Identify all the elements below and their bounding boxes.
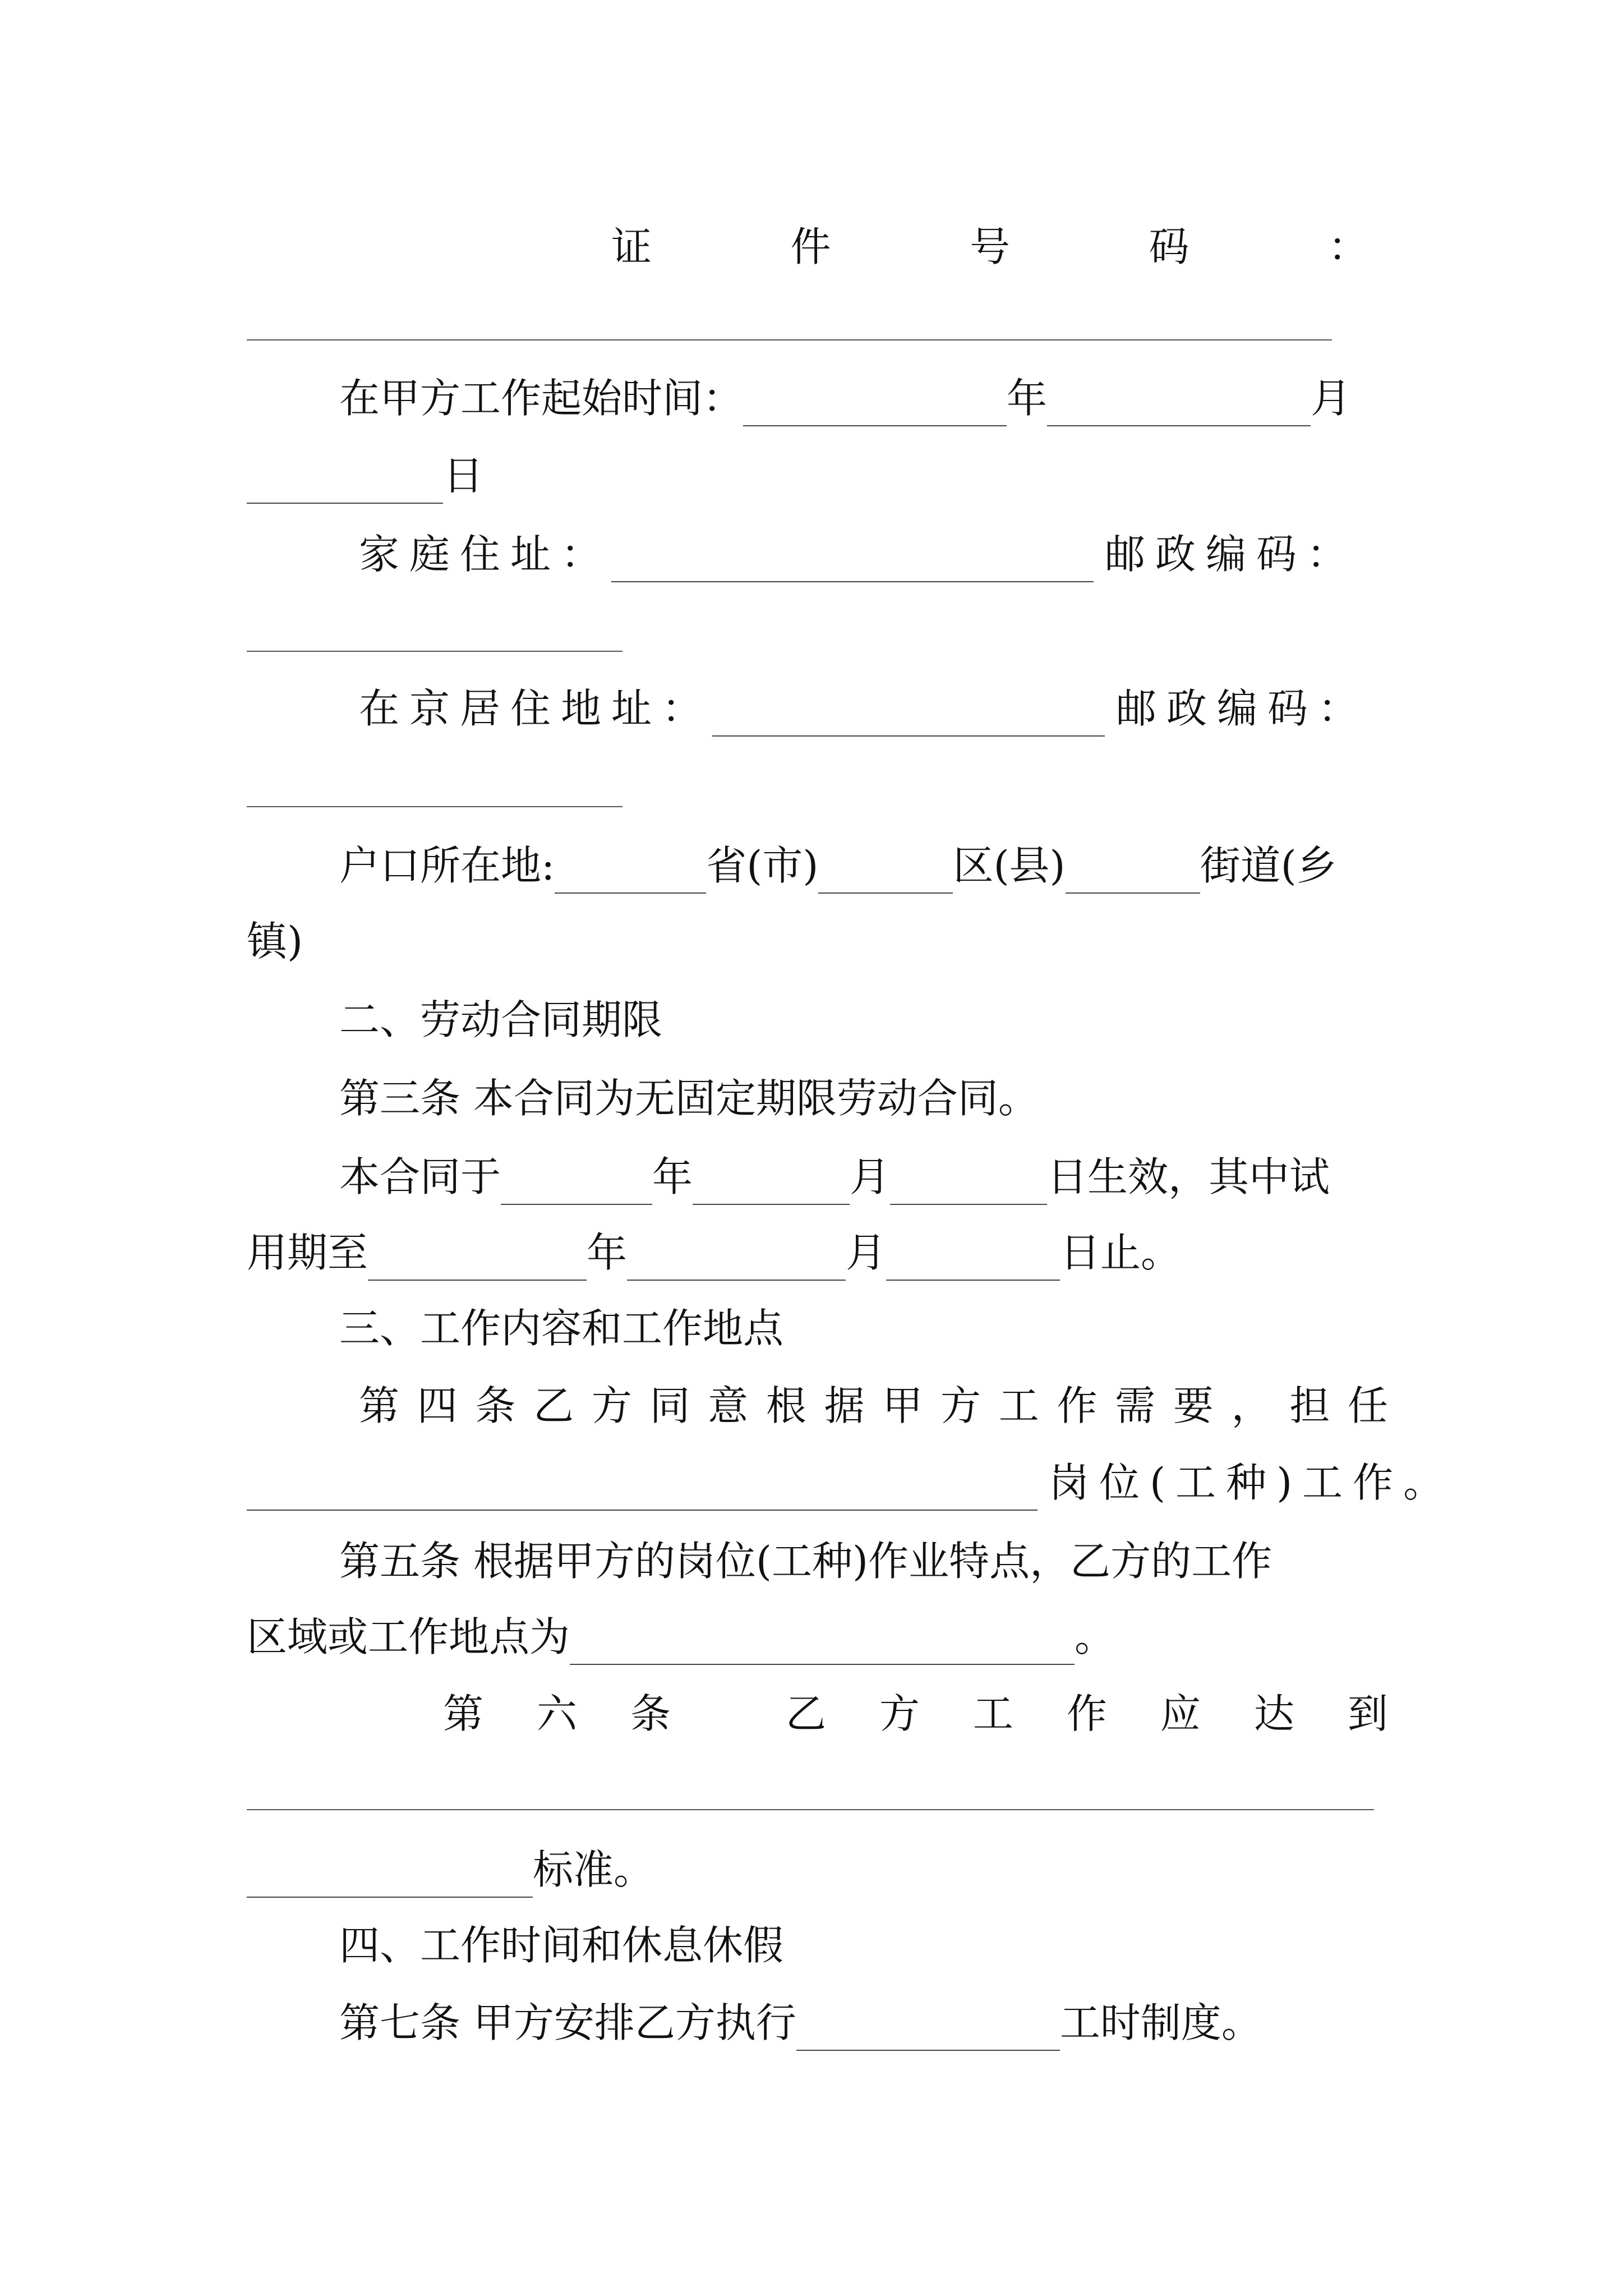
home-postal-blank xyxy=(247,651,623,652)
art4-char: 方 xyxy=(940,1382,981,1429)
position-blank xyxy=(247,1456,1038,1511)
art4-char: 据 xyxy=(824,1382,865,1429)
work-area-blank xyxy=(570,1610,1075,1665)
art6-char: 第 xyxy=(443,1690,484,1737)
id-number-blank xyxy=(247,339,1332,341)
art4-char: 条 xyxy=(475,1382,516,1429)
prob-month-blank xyxy=(627,1226,846,1281)
art4-char: 要 xyxy=(1173,1382,1214,1429)
year-blank xyxy=(743,371,1007,426)
beijing-address-line xyxy=(359,682,1368,735)
work-area-label: 区域或工作地点为 xyxy=(247,1613,570,1660)
art4-char: 甲 xyxy=(882,1382,923,1429)
article-5-line-2 xyxy=(247,1610,1115,1664)
art4-char: 根 xyxy=(766,1382,806,1429)
art4-char: ， xyxy=(1231,1382,1272,1429)
id-char: 件 xyxy=(790,223,831,270)
art4-char: 第 xyxy=(359,1382,400,1429)
art6-char: 达 xyxy=(1253,1690,1294,1737)
article-6-line xyxy=(443,1687,1388,1741)
art4-char: 作 xyxy=(1057,1382,1098,1429)
effective-line xyxy=(339,1150,1330,1204)
month-text: 月 xyxy=(1311,375,1352,422)
prob-month-text: 月 xyxy=(846,1229,887,1276)
province-blank xyxy=(555,839,706,894)
day-text: 日 xyxy=(443,452,484,499)
id-char: 号 xyxy=(969,223,1010,270)
eff-day-tail: 日生效，其中试 xyxy=(1047,1153,1330,1200)
eff-year-text: 年 xyxy=(652,1153,693,1200)
eff-month-blank xyxy=(693,1150,850,1205)
art6-char: 乙 xyxy=(785,1690,826,1737)
start-time-line-2 xyxy=(247,449,483,503)
prob-day-blank xyxy=(886,1226,1060,1281)
id-char: ： xyxy=(1327,223,1368,270)
article-3: 第三条 本合同为无固定期限劳动合同。 xyxy=(339,1075,1039,1122)
hukou-label: 户口所在地: xyxy=(339,842,555,889)
art6-char: 方 xyxy=(879,1690,920,1737)
art4-char: 需 xyxy=(1115,1382,1156,1429)
id-number-label xyxy=(611,220,1368,274)
art6-char: 工 xyxy=(972,1690,1013,1737)
art4-char: 担 xyxy=(1289,1382,1330,1429)
work-hours-blank xyxy=(796,1996,1060,2051)
year-text: 年 xyxy=(1007,375,1048,422)
start-time-line xyxy=(339,371,1351,425)
art4-char: 方 xyxy=(591,1382,632,1429)
article-4-line xyxy=(359,1379,1388,1433)
beijing-postal-label: 邮政编码： xyxy=(1116,685,1369,732)
start-time-label: 在甲方工作起始时间： xyxy=(339,375,744,422)
home-address-line xyxy=(359,527,1357,581)
eff-day-blank xyxy=(890,1150,1047,1205)
eff-year-blank xyxy=(501,1150,652,1205)
month-blank xyxy=(1047,371,1311,426)
eff-month-text: 月 xyxy=(850,1153,891,1200)
position-tail: 岗位(工种)工作。 xyxy=(1049,1459,1454,1506)
id-char: 证 xyxy=(611,223,652,270)
home-address-blank xyxy=(611,527,1094,582)
article-7-line xyxy=(339,1996,1262,2050)
art4-char: 乙 xyxy=(533,1382,574,1429)
prob-year-text: 年 xyxy=(587,1229,628,1276)
art4-char: 任 xyxy=(1347,1382,1388,1429)
district-text: 区(县) xyxy=(953,842,1066,889)
hukou-line xyxy=(339,839,1337,892)
province-text: 省(市) xyxy=(706,842,819,889)
home-postal-label: 邮政编码： xyxy=(1105,531,1358,578)
section-2-heading: 二、劳动合同期限 xyxy=(339,996,663,1043)
section-4-heading: 四、工作时间和休息休假 xyxy=(339,1922,784,1969)
standard-tail: 标准。 xyxy=(533,1846,654,1893)
work-area-end: 。 xyxy=(1075,1613,1115,1660)
probation-line xyxy=(247,1226,1181,1280)
art7-tail: 工时制度。 xyxy=(1059,1999,1262,2046)
art6-char: 条 xyxy=(630,1690,671,1737)
art4-char: 意 xyxy=(708,1382,749,1429)
article-4-line-2 xyxy=(247,1456,1454,1510)
id-char: 码 xyxy=(1149,223,1189,270)
prob-end-text: 日止。 xyxy=(1060,1229,1182,1276)
street-blank xyxy=(1066,839,1200,894)
beijing-postal-blank xyxy=(247,806,623,807)
day-blank xyxy=(247,449,443,504)
prob-year-blank xyxy=(368,1226,587,1281)
art6-char: 到 xyxy=(1347,1690,1388,1737)
home-address-label: 家庭住址： xyxy=(359,531,612,578)
street-text-cont: 镇) xyxy=(247,918,303,965)
article-6-line-2 xyxy=(247,1843,654,1897)
art6-char: 作 xyxy=(1066,1690,1107,1737)
art6-char: 应 xyxy=(1160,1690,1201,1737)
district-blank xyxy=(818,839,953,894)
art6-char: 六 xyxy=(536,1690,577,1737)
article-5-line: 第五条 根据甲方的岗位(工种)作业特点，乙方的工作 xyxy=(339,1538,1272,1585)
beijing-address-blank xyxy=(712,682,1105,737)
art4-char: 同 xyxy=(649,1382,690,1429)
street-text: 街道(乡 xyxy=(1200,842,1337,889)
beijing-address-label: 在京居住地址： xyxy=(359,685,713,732)
standard-blank xyxy=(247,1843,533,1898)
hukou-line-2 xyxy=(247,914,303,968)
art4-char: 四 xyxy=(417,1382,458,1429)
art7-prefix: 第七条 甲方安排乙方执行 xyxy=(339,1999,796,2046)
effective-prefix: 本合同于 xyxy=(339,1153,501,1200)
standard-blank-long xyxy=(247,1809,1374,1810)
probation-prefix: 用期至 xyxy=(247,1229,368,1276)
section-3-heading: 三、工作内容和工作地点 xyxy=(339,1305,784,1352)
art4-char: 工 xyxy=(998,1382,1039,1429)
